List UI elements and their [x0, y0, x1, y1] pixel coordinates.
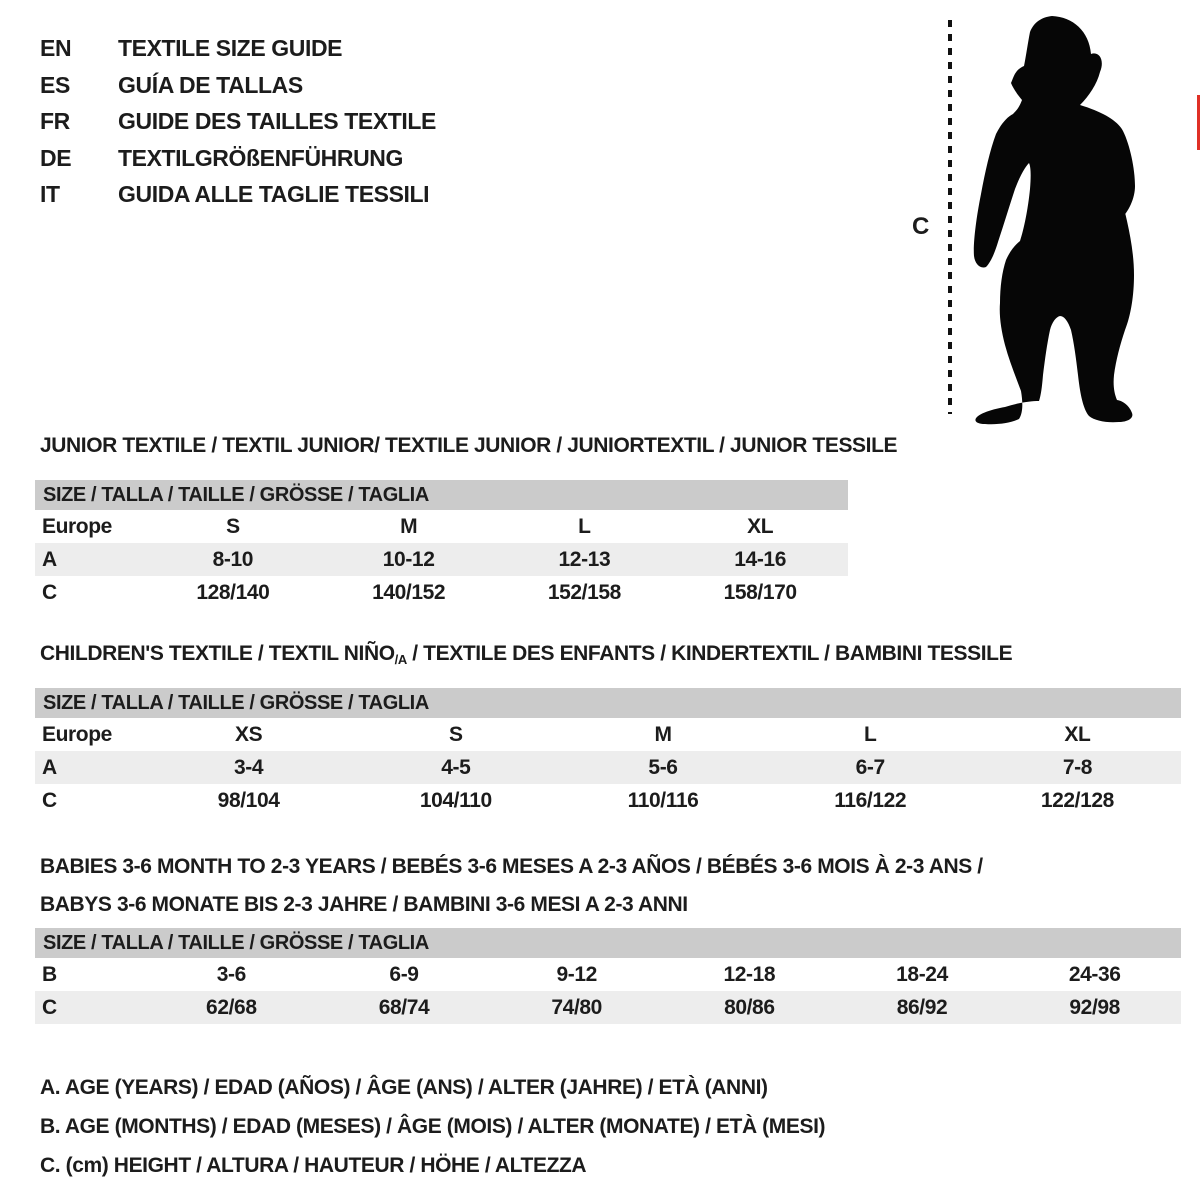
cell: 4-5 — [441, 755, 471, 779]
row-label: Europe — [42, 514, 112, 538]
table-row — [35, 543, 848, 576]
row-label: Europe — [42, 722, 112, 746]
table-row — [35, 784, 1181, 817]
row-label: A — [42, 547, 57, 571]
lang-row-fr — [40, 103, 436, 140]
row-label: A — [42, 755, 57, 779]
cell: 6-9 — [389, 962, 419, 986]
children-title-rest: / TEXTILE DES ENFANTS / KINDERTEXTIL / BAMBINI TESSILE — [406, 642, 1013, 665]
cell: 98/104 — [217, 788, 280, 812]
lang-code: ES — [40, 71, 70, 98]
lang-label: GUIDE DES TAILLES TEXTILE — [118, 108, 436, 134]
cell: L — [578, 514, 591, 538]
cell: XS — [234, 722, 263, 746]
children-title-sub: /A — [394, 652, 407, 667]
cell: 14-16 — [734, 547, 786, 571]
cell: 62/68 — [206, 995, 257, 1019]
lang-code: IT — [40, 181, 60, 207]
babies-title-line1: BABIES 3-6 MONTH TO 2-3 YEARS / BEBÉS 3-6 MESES A 2-3 AÑOS / BÉBÉS 3-6 MOIS À 2-3 ANS / — [40, 855, 983, 878]
cell: 24-36 — [1068, 962, 1121, 986]
cell: L — [863, 722, 877, 746]
cell: 128/140 — [196, 580, 270, 604]
cell: 140/152 — [372, 580, 446, 604]
legend-line-b: B. AGE (MONTHS) / EDAD (MESES) / ÂGE (MOIS) / ALTER (MONATE) / ETÀ (MESI) — [40, 1115, 826, 1138]
cell: 12-13 — [558, 547, 611, 571]
cell: 110/116 — [627, 788, 699, 812]
cell: 152/158 — [547, 580, 621, 604]
junior-section-title: JUNIOR TEXTILE / TEXTIL JUNIOR/ TEXTILE JUNIOR / JUNIORTEXTIL / JUNIOR TESSILE — [40, 434, 898, 457]
cell: 86/92 — [896, 995, 948, 1019]
lang-code: EN — [40, 35, 72, 61]
babies-title-line2: BABYS 3-6 MONATE BIS 2-3 JAHRE / BAMBINI 3-6 MESI A 2-3 ANNI — [40, 893, 688, 916]
cell: 3-4 — [234, 755, 264, 779]
row-label: B — [42, 962, 57, 986]
junior-size-table — [35, 480, 848, 609]
table-row — [35, 576, 848, 609]
lang-row-es — [40, 67, 436, 104]
children-size-table — [35, 688, 1181, 817]
toddler-silhouette — [935, 12, 1150, 426]
babies-size-table — [35, 928, 1181, 1024]
lang-row-de — [40, 140, 436, 177]
cell: S — [226, 514, 240, 538]
row-label: C — [42, 580, 57, 604]
cell: S — [449, 722, 463, 746]
cell: XL — [747, 514, 774, 538]
lang-label: TEXTILE SIZE GUIDE — [118, 35, 343, 61]
size-header-band: SIZE / TALLA / TAILLE / GRÖSSE / TAGLIA — [35, 688, 1181, 718]
lang-code: DE — [40, 144, 72, 171]
cell: 5-6 — [648, 755, 678, 779]
cell: 74/80 — [551, 995, 602, 1019]
lang-row-it — [40, 176, 436, 213]
toddler-shape — [974, 16, 1135, 424]
cell: 9-12 — [556, 962, 597, 986]
size-header-band: SIZE / TALLA / TAILLE / GRÖSSE / TAGLIA — [35, 480, 848, 510]
cell: 116/122 — [834, 788, 907, 812]
cell: M — [654, 722, 672, 746]
measure-legend — [40, 1068, 825, 1185]
lang-label: TEXTILGRÖßENFÜHRUNG — [118, 144, 403, 171]
cell: 104/110 — [419, 788, 492, 812]
cell: 158/170 — [723, 580, 797, 604]
lang-label: GUIDA ALLE TAGLIE TESSILI — [118, 181, 430, 207]
table-row — [35, 991, 1181, 1024]
row-label: C — [42, 995, 57, 1019]
cell: 3-6 — [216, 962, 246, 986]
cell: 18-24 — [896, 962, 948, 986]
row-label: C — [42, 788, 57, 812]
cell: 10-12 — [382, 547, 435, 571]
cell: 6-7 — [855, 755, 885, 779]
cell: 92/98 — [1069, 995, 1120, 1019]
cell: 7-8 — [1062, 755, 1092, 779]
lang-label: GUÍA DE TALLAS — [118, 71, 303, 98]
legend-line-c: C. (cm) HEIGHT / ALTURA / HAUTEUR / HÖHE / ALTEZZA — [40, 1154, 587, 1177]
legend-line-a: A. AGE (YEARS) / EDAD (AÑOS) / ÂGE (ANS) / ALTER (JAHRE) / ETÀ (ANNI) — [40, 1076, 768, 1099]
table-row — [35, 958, 1181, 991]
size-header-band: SIZE / TALLA / TAILLE / GRÖSSE / TAGLIA — [35, 928, 1181, 958]
cell: 8-10 — [212, 547, 254, 571]
language-title-list — [40, 30, 436, 213]
height-measure-label: C — [912, 213, 929, 240]
lang-row-en — [40, 30, 436, 67]
cell: 68/74 — [378, 995, 430, 1019]
cell: 80/86 — [724, 995, 775, 1019]
table-row — [35, 718, 1181, 751]
children-title-text: CHILDREN'S TEXTILE / TEXTIL NIÑO — [40, 642, 395, 665]
lang-code: FR — [40, 108, 70, 134]
cell: M — [400, 514, 418, 538]
cell: 122/128 — [1040, 788, 1114, 812]
cell: 12-18 — [723, 962, 776, 986]
children-section-title — [40, 642, 1012, 667]
babies-section-title — [40, 848, 983, 924]
table-row — [35, 751, 1181, 784]
cell: XL — [1064, 722, 1091, 746]
table-row — [35, 510, 848, 543]
